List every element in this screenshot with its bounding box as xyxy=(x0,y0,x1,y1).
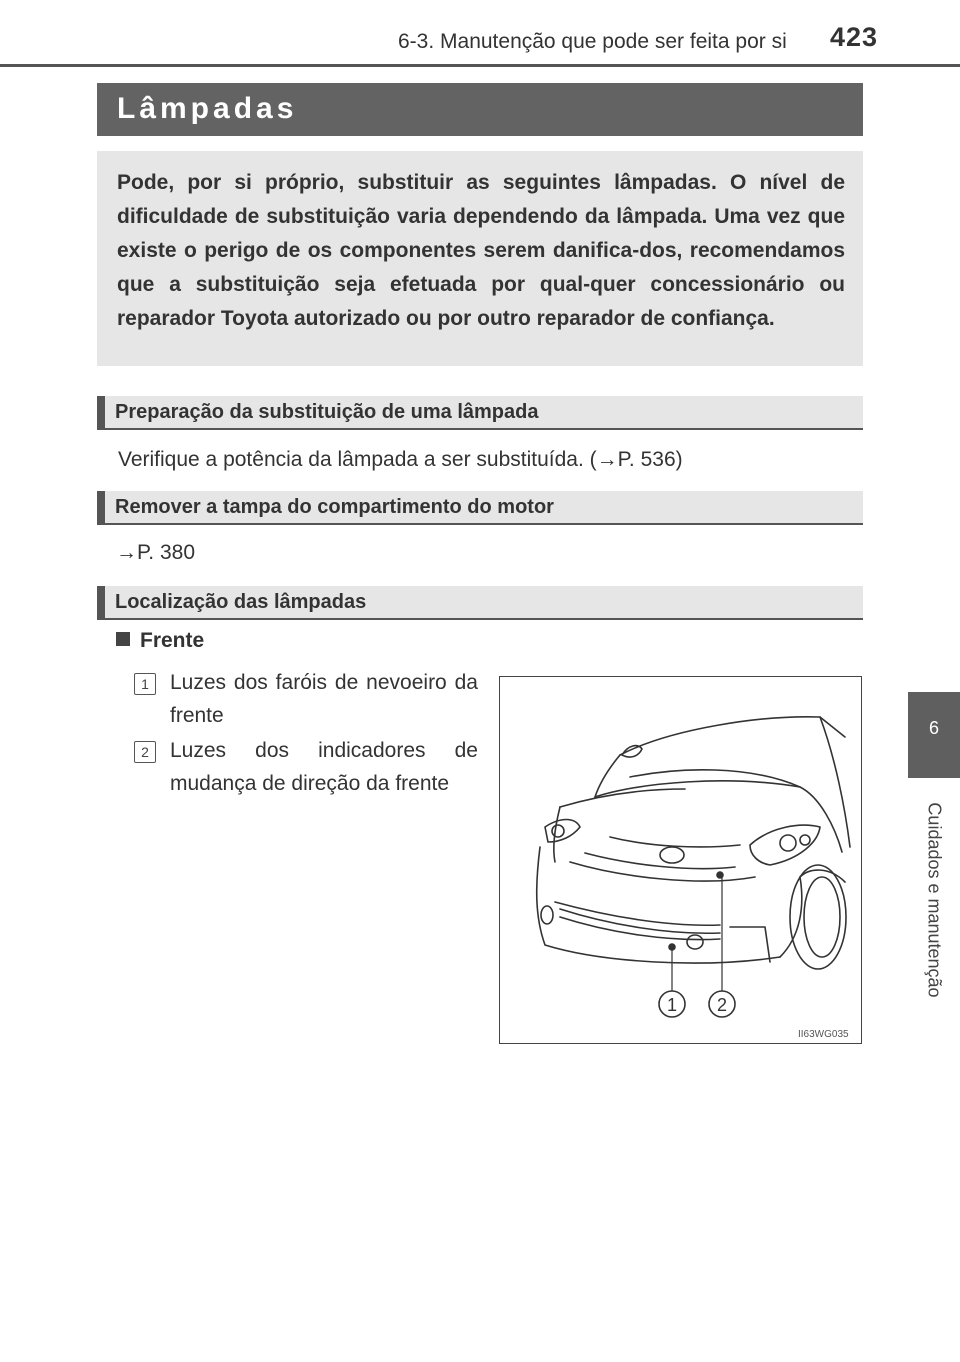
callout-1: 1 xyxy=(666,995,678,1015)
subheading-engine-cover xyxy=(97,491,863,525)
subheading-bulb-location xyxy=(97,586,863,620)
car-front-illustration xyxy=(499,676,862,1044)
item-label-turn-signals: Luzes dos indicadores de mudança de direção da frente xyxy=(170,739,478,795)
car-front-drawing xyxy=(500,677,861,1043)
bullet-square-icon xyxy=(116,632,130,646)
item-label-fog-lights: Luzes dos faróis de nevoeiro da frente xyxy=(170,671,478,727)
engine-cover-reference: →P. 380 xyxy=(116,541,196,564)
page-number: 423 xyxy=(830,22,879,52)
front-heading xyxy=(116,629,204,653)
section-title-banner xyxy=(97,83,863,136)
intro-text: Pode, por si próprio, substituir as seguintes lâmpadas. O nível de dificuldade de substituição varia dependendo da lâmpada. Uma vez que existe o perigo de os componentes serem danifica-dos, recomendamos que a substituição seja efetuada por qual-quer concessionário ou reparador Toyota autorizado ou por outro reparador de confiança. xyxy=(117,171,845,330)
figure-code: II63WG035 xyxy=(798,1029,849,1040)
front-heading-label: Frente xyxy=(140,629,205,652)
chapter-title: 6-3. Manutenção que pode ser feita por si xyxy=(398,30,787,53)
header-divider xyxy=(0,64,960,67)
item-number: 1 xyxy=(134,673,156,695)
subheading-title: Preparação da substituição de uma lâmpada xyxy=(115,401,539,423)
intro-box xyxy=(97,151,863,366)
subheading-title: Localização das lâmpadas xyxy=(115,591,367,613)
callout-2: 2 xyxy=(716,995,728,1015)
chapter-tab-label: Cuidados e manutenção xyxy=(924,802,945,998)
subheading-preparation xyxy=(97,396,863,430)
chapter-tab-number: 6 xyxy=(928,718,939,738)
item-number: 2 xyxy=(134,741,156,763)
preparation-text: Verifique a potência da lâmpada a ser substituída. (→P. 536) xyxy=(118,448,683,471)
chapter-tab xyxy=(908,692,960,778)
section-title: Lâmpadas xyxy=(117,92,298,125)
subheading-title: Remover a tampa do compartimento do motor xyxy=(115,496,554,518)
